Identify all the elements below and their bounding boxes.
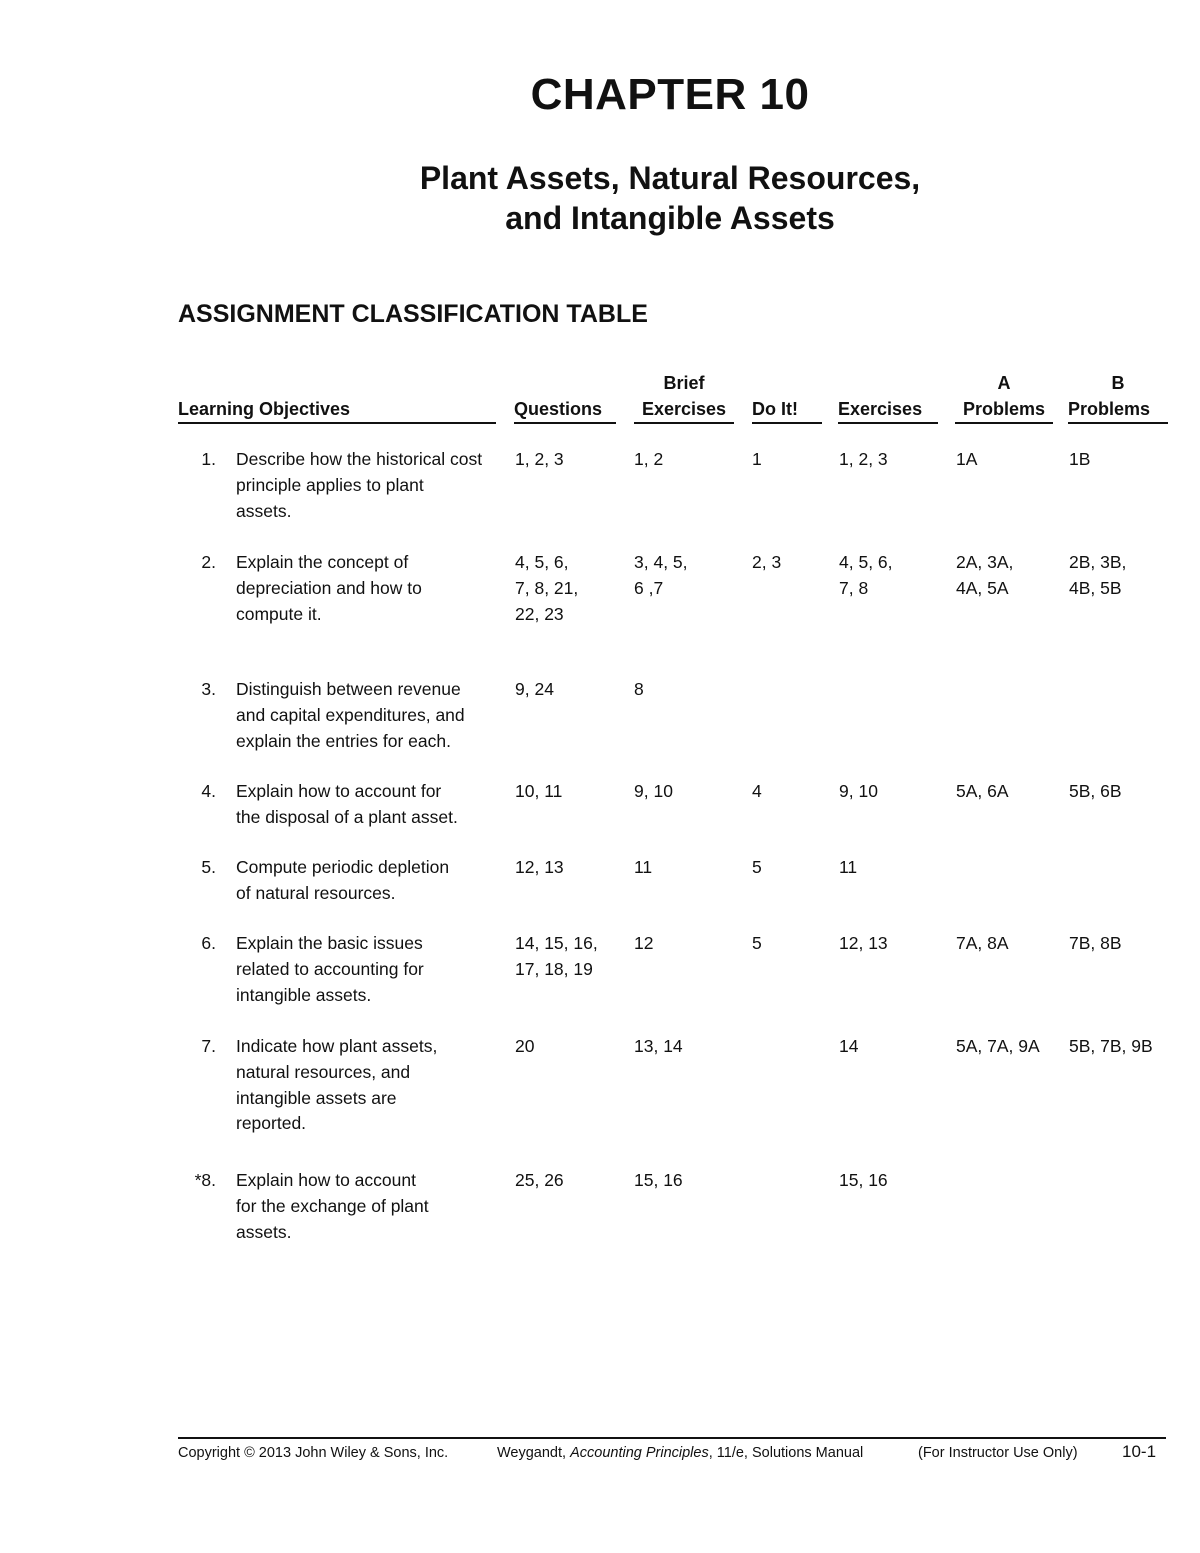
- objective-number: 7.: [201, 1036, 216, 1056]
- footer-book-title: Accounting Principles: [570, 1445, 709, 1461]
- brief-exercises-cell: 3, 4, 5, 6 ,7: [634, 552, 688, 598]
- header-a-problems: A Problems: [955, 370, 1053, 424]
- questions-cell: 20: [515, 1036, 535, 1056]
- footer-rule: [178, 1437, 1166, 1439]
- header-exercises: Exercises: [838, 396, 938, 424]
- objective-number: 5.: [201, 857, 216, 877]
- objective-number: 3.: [201, 679, 216, 699]
- objective-text: Explain how to account for the disposal of a plant asset.: [236, 781, 458, 827]
- exercises-cell: 14: [839, 1036, 859, 1056]
- chapter-subtitle-line-1: Plant Assets, Natural Resources,: [419, 160, 921, 196]
- brief-exercises-cell: 12: [634, 933, 654, 953]
- questions-cell: 25, 26: [515, 1170, 564, 1190]
- b-problems-cell: 7B, 8B: [1069, 933, 1122, 953]
- exercises-cell: 11: [839, 857, 858, 877]
- a-problems-cell: 1A: [956, 449, 978, 469]
- exercises-cell: 15, 16: [839, 1170, 888, 1190]
- b-problems-cell: 5B, 7B, 9B: [1069, 1036, 1153, 1056]
- header-b-problems: B Problems: [1068, 370, 1168, 424]
- footer-author: Weygandt,: [497, 1445, 571, 1461]
- brief-exercises-cell: 1, 2: [634, 449, 664, 469]
- footer-copyright: Copyright © 2013 John Wiley & Sons, Inc.: [178, 1445, 449, 1461]
- header-learning-objectives: Learning Objectives: [178, 396, 496, 424]
- objective-text: Indicate how plant assets, natural resources, and intangible assets are reported.: [236, 1036, 438, 1134]
- brief-exercises-cell: 8: [634, 679, 644, 699]
- brief-exercises-cell: 13, 14: [634, 1036, 683, 1056]
- header-do-it: Do It!: [752, 396, 822, 424]
- footer-citation: [497, 1445, 863, 1461]
- brief-exercises-cell: 11: [634, 857, 653, 877]
- brief-exercises-cell: 9, 10: [634, 781, 673, 801]
- section-title: ASSIGNMENT CLASSIFICATION TABLE: [178, 300, 648, 328]
- objective-text: Explain the concept of depreciation and how to compute it.: [236, 552, 422, 624]
- footer-edition: , 11/e, Solutions Manual: [708, 1445, 864, 1461]
- chapter-subtitle-line-2: and Intangible Assets: [505, 200, 835, 236]
- objective-text: Explain the basic issues related to accounting for intangible assets.: [236, 933, 424, 1005]
- page-number: 10-1: [1122, 1442, 1157, 1461]
- header-questions: Questions: [514, 396, 616, 424]
- objective-number: 2.: [201, 552, 216, 572]
- footer-note: (For Instructor Use Only): [918, 1445, 1078, 1461]
- objective-number: 6.: [201, 933, 216, 953]
- exercises-cell: 9, 10: [839, 781, 878, 801]
- chapter-title: CHAPTER 10: [530, 70, 810, 119]
- brief-exercises-cell: 15, 16: [634, 1170, 683, 1190]
- a-problems-cell: 2A, 3A, 4A, 5A: [956, 552, 1014, 598]
- do-it-cell: 2, 3: [752, 552, 782, 572]
- exercises-cell: 12, 13: [839, 933, 888, 953]
- a-problems-cell: 5A, 6A: [956, 781, 1009, 801]
- header-brief-exercises: Brief Exercises: [634, 370, 734, 424]
- objective-text: Compute periodic depletion of natural resources.: [236, 857, 450, 903]
- a-problems-cell: 7A, 8A: [956, 933, 1009, 953]
- objective-text: Describe how the historical cost principle applies to plant assets.: [236, 449, 483, 521]
- objective-text: Distinguish between revenue and capital expenditures, and explain the entries for each.: [236, 679, 465, 751]
- objective-number: 1.: [201, 449, 216, 469]
- do-it-cell: 4: [752, 781, 762, 801]
- b-problems-cell: 5B, 6B: [1069, 781, 1122, 801]
- a-problems-cell: 5A, 7A, 9A: [956, 1036, 1040, 1056]
- questions-cell: 1, 2, 3: [515, 449, 564, 469]
- do-it-cell: 1: [752, 449, 762, 469]
- exercises-cell: 4, 5, 6, 7, 8: [839, 552, 893, 598]
- objective-text: Explain how to account for the exchange of plant assets.: [236, 1170, 429, 1242]
- objective-number: 4.: [201, 781, 216, 801]
- questions-cell: 4, 5, 6, 7, 8, 21, 22, 23: [515, 552, 579, 624]
- objective-number: *8.: [194, 1170, 216, 1190]
- questions-cell: 14, 15, 16, 17, 18, 19: [515, 933, 598, 979]
- questions-cell: 9, 24: [515, 679, 554, 699]
- do-it-cell: 5: [752, 933, 762, 953]
- do-it-cell: 5: [752, 857, 762, 877]
- questions-cell: 12, 13: [515, 857, 564, 877]
- b-problems-cell: 2B, 3B, 4B, 5B: [1069, 552, 1127, 598]
- questions-cell: 10, 11: [515, 781, 563, 801]
- b-problems-cell: 1B: [1069, 449, 1091, 469]
- exercises-cell: 1, 2, 3: [839, 449, 888, 469]
